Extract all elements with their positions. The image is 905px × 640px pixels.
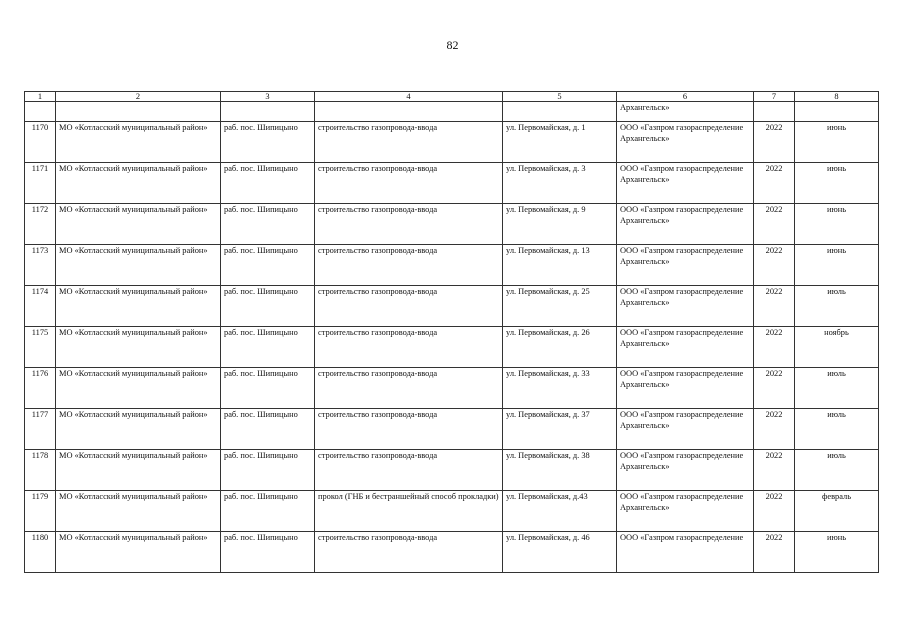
table-cell: [315, 102, 503, 122]
table-row: [25, 204, 879, 245]
row-number-cell: 1180: [25, 532, 56, 573]
organization-cell: Архангельск»: [617, 102, 754, 122]
municipality-cell: МО «Котласский муниципальный район»: [56, 122, 221, 163]
settlement-cell: раб. пос. Шипицыно: [221, 450, 315, 491]
month-cell: июнь: [795, 204, 879, 245]
table-cell: [56, 102, 221, 122]
settlement-cell: раб. пос. Шипицыно: [221, 286, 315, 327]
address-cell: ул. Первомайская, д. 3: [503, 163, 617, 204]
table-cell: [221, 102, 315, 122]
work-type-cell: строительство газопровода-ввода: [315, 204, 503, 245]
table-cell: [795, 102, 879, 122]
table-row: [25, 245, 879, 286]
work-type-cell: строительство газопровода-ввода: [315, 286, 503, 327]
table-row: [25, 163, 879, 204]
row-number-cell: 1172: [25, 204, 56, 245]
table-row: [25, 327, 879, 368]
table-cell: [25, 102, 56, 122]
organization-cell: ООО «Газпром газораспределение Архангельск»: [617, 286, 754, 327]
address-cell: ул. Первомайская, д. 38: [503, 450, 617, 491]
year-cell: 2022: [754, 491, 795, 532]
row-number-cell: 1174: [25, 286, 56, 327]
work-type-cell: строительство газопровода-ввода: [315, 409, 503, 450]
work-type-cell: строительство газопровода-ввода: [315, 450, 503, 491]
settlement-cell: раб. пос. Шипицыно: [221, 204, 315, 245]
column-number: 6: [617, 92, 754, 102]
municipality-cell: МО «Котласский муниципальный район»: [56, 245, 221, 286]
settlement-cell: раб. пос. Шипицыно: [221, 368, 315, 409]
column-number: 1: [25, 92, 56, 102]
year-cell: 2022: [754, 368, 795, 409]
month-cell: ноябрь: [795, 327, 879, 368]
table-row: [25, 286, 879, 327]
work-type-cell: прокол (ГНБ и бестраншейный способ прокладки): [315, 491, 503, 532]
month-cell: июнь: [795, 163, 879, 204]
municipality-cell: МО «Котласский муниципальный район»: [56, 450, 221, 491]
work-type-cell: строительство газопровода-ввода: [315, 532, 503, 573]
work-type-cell: строительство газопровода-ввода: [315, 163, 503, 204]
address-cell: ул. Первомайская, д.43: [503, 491, 617, 532]
organization-cell: ООО «Газпром газораспределение: [617, 532, 754, 573]
work-type-cell: строительство газопровода-ввода: [315, 245, 503, 286]
row-number-cell: 1176: [25, 368, 56, 409]
address-cell: ул. Первомайская, д. 13: [503, 245, 617, 286]
organization-cell: ООО «Газпром газораспределение Архангельск»: [617, 122, 754, 163]
work-type-cell: строительство газопровода-ввода: [315, 122, 503, 163]
row-number-cell: 1173: [25, 245, 56, 286]
table-row: [25, 450, 879, 491]
settlement-cell: раб. пос. Шипицыно: [221, 532, 315, 573]
year-cell: 2022: [754, 163, 795, 204]
table-row: [25, 368, 879, 409]
month-cell: июль: [795, 409, 879, 450]
column-number: 2: [56, 92, 221, 102]
table-cell: [754, 102, 795, 122]
year-cell: 2022: [754, 532, 795, 573]
table-row: [25, 532, 879, 573]
month-cell: июль: [795, 450, 879, 491]
column-number: 5: [503, 92, 617, 102]
month-cell: февраль: [795, 491, 879, 532]
work-type-cell: строительство газопровода-ввода: [315, 327, 503, 368]
row-number-cell: 1175: [25, 327, 56, 368]
organization-cell: ООО «Газпром газораспределение Архангельск»: [617, 245, 754, 286]
municipality-cell: МО «Котласский муниципальный район»: [56, 204, 221, 245]
organization-cell: ООО «Газпром газораспределение Архангельск»: [617, 204, 754, 245]
row-number-cell: 1171: [25, 163, 56, 204]
month-cell: июль: [795, 368, 879, 409]
municipality-cell: МО «Котласский муниципальный район»: [56, 409, 221, 450]
year-cell: 2022: [754, 409, 795, 450]
address-cell: ул. Первомайская, д. 25: [503, 286, 617, 327]
row-number-cell: 1179: [25, 491, 56, 532]
row-number-cell: 1170: [25, 122, 56, 163]
month-cell: июнь: [795, 245, 879, 286]
table-row: [25, 122, 879, 163]
row-number-cell: 1178: [25, 450, 56, 491]
organization-cell: ООО «Газпром газораспределение Архангельск»: [617, 368, 754, 409]
settlement-cell: раб. пос. Шипицыно: [221, 163, 315, 204]
register-table: [24, 91, 879, 573]
year-cell: 2022: [754, 245, 795, 286]
municipality-cell: МО «Котласский муниципальный район»: [56, 163, 221, 204]
address-cell: ул. Первомайская, д. 33: [503, 368, 617, 409]
column-number: 4: [315, 92, 503, 102]
table-row: [25, 491, 879, 532]
organization-cell: ООО «Газпром газораспределение Архангельск»: [617, 409, 754, 450]
municipality-cell: МО «Котласский муниципальный район»: [56, 286, 221, 327]
organization-cell: ООО «Газпром газораспределение Архангельск»: [617, 163, 754, 204]
address-cell: ул. Первомайская, д. 37: [503, 409, 617, 450]
column-number: 3: [221, 92, 315, 102]
municipality-cell: МО «Котласский муниципальный район»: [56, 532, 221, 573]
municipality-cell: МО «Котласский муниципальный район»: [56, 491, 221, 532]
settlement-cell: раб. пос. Шипицыно: [221, 245, 315, 286]
page-number: 82: [446, 38, 459, 52]
address-cell: ул. Первомайская, д. 1: [503, 122, 617, 163]
row-number-cell: 1177: [25, 409, 56, 450]
year-cell: 2022: [754, 450, 795, 491]
year-cell: 2022: [754, 204, 795, 245]
continuation-row: [25, 102, 879, 122]
settlement-cell: раб. пос. Шипицыно: [221, 122, 315, 163]
address-cell: ул. Первомайская, д. 26: [503, 327, 617, 368]
settlement-cell: раб. пос. Шипицыно: [221, 491, 315, 532]
address-cell: ул. Первомайская, д. 46: [503, 532, 617, 573]
settlement-cell: раб. пос. Шипицыно: [221, 409, 315, 450]
table-cell: [503, 102, 617, 122]
organization-cell: ООО «Газпром газораспределение Архангельск»: [617, 491, 754, 532]
year-cell: 2022: [754, 286, 795, 327]
table-row: [25, 409, 879, 450]
column-number-row: [25, 92, 879, 102]
column-number: 8: [795, 92, 879, 102]
settlement-cell: раб. пос. Шипицыно: [221, 327, 315, 368]
work-type-cell: строительство газопровода-ввода: [315, 368, 503, 409]
address-cell: ул. Первомайская, д. 9: [503, 204, 617, 245]
month-cell: июль: [795, 286, 879, 327]
month-cell: июнь: [795, 532, 879, 573]
column-number: 7: [754, 92, 795, 102]
year-cell: 2022: [754, 122, 795, 163]
organization-cell: ООО «Газпром газораспределение Архангельск»: [617, 450, 754, 491]
municipality-cell: МО «Котласский муниципальный район»: [56, 368, 221, 409]
year-cell: 2022: [754, 327, 795, 368]
month-cell: июнь: [795, 122, 879, 163]
organization-cell: ООО «Газпром газораспределение Архангельск»: [617, 327, 754, 368]
municipality-cell: МО «Котласский муниципальный район»: [56, 327, 221, 368]
